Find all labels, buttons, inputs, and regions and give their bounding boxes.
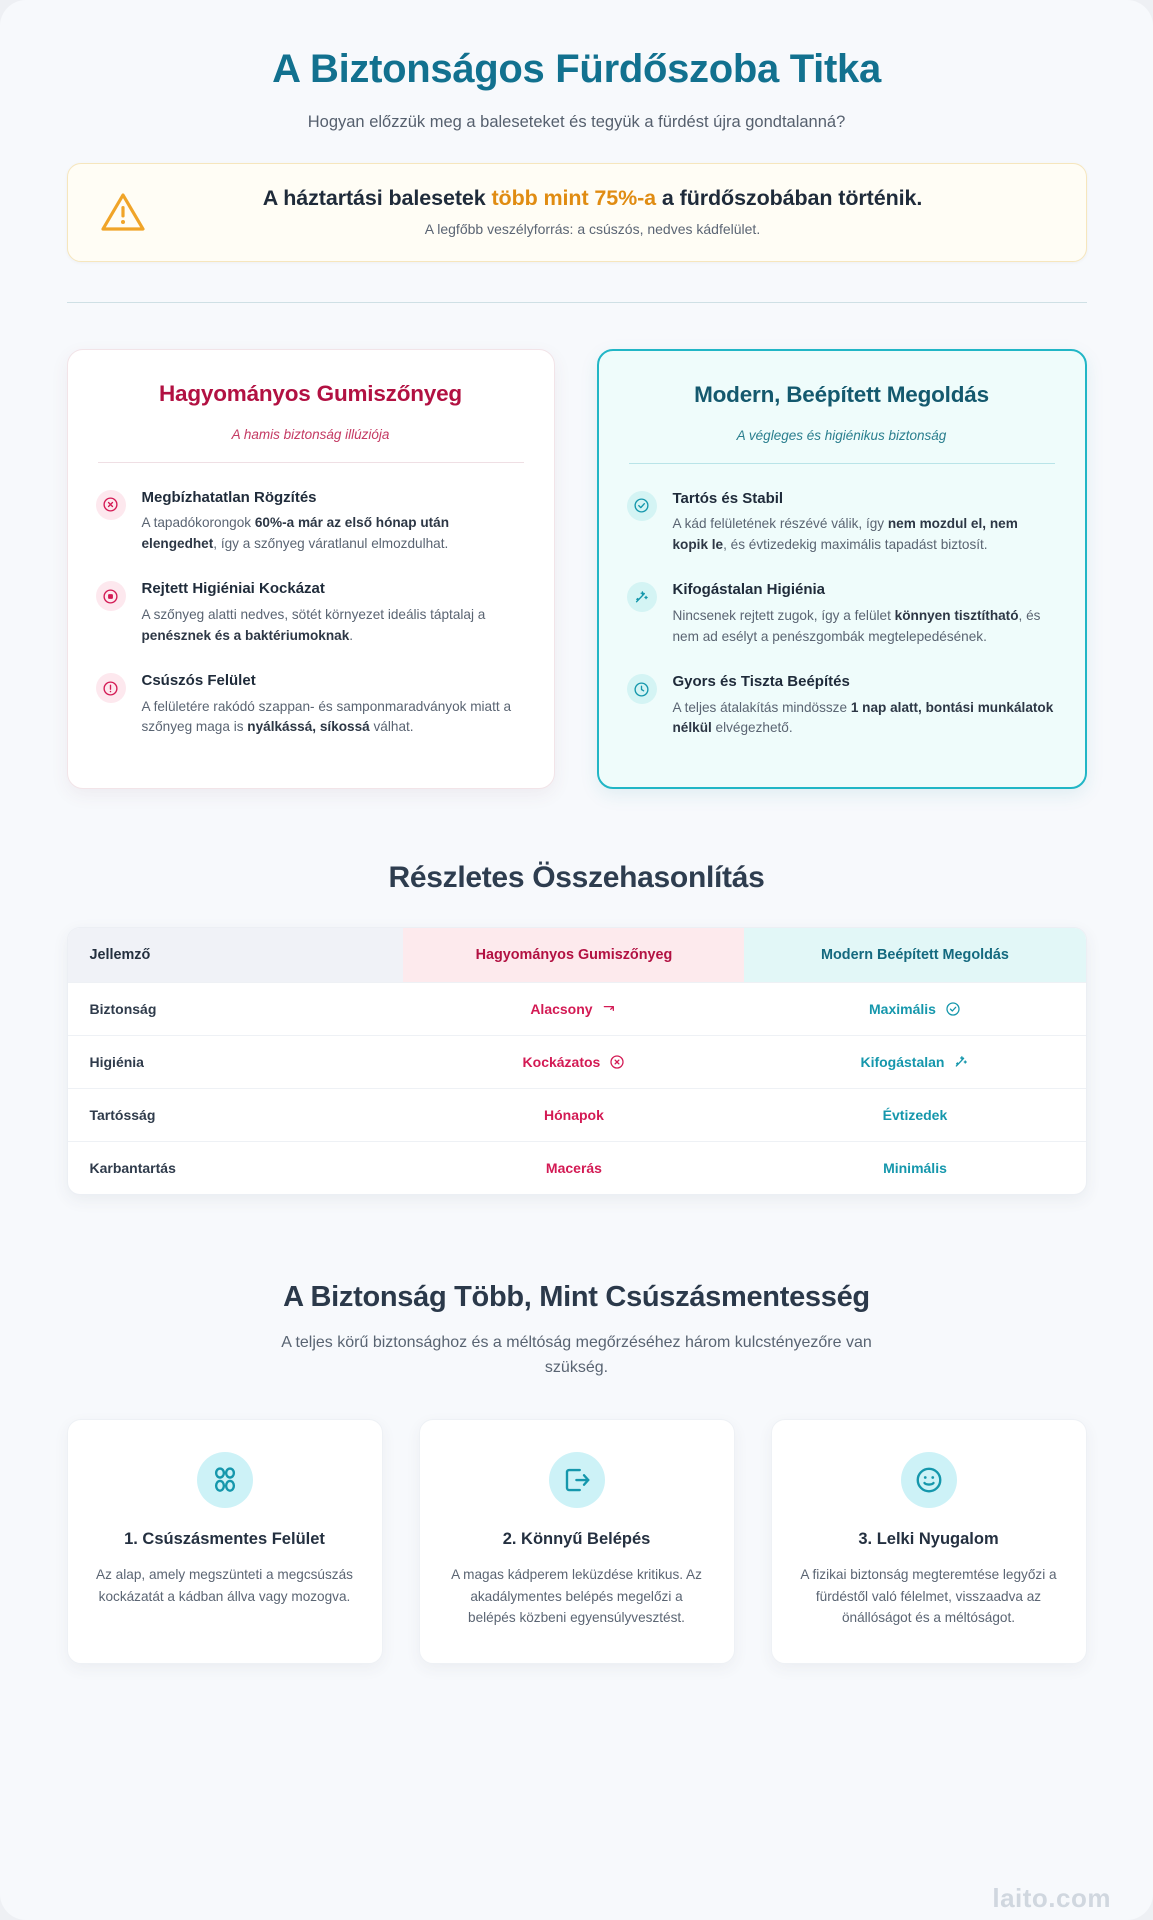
feature-emphasis: nem mozdul el, nem kopik le	[672, 516, 1018, 552]
feature-item	[627, 580, 1057, 647]
hero-section	[67, 0, 1087, 132]
card-title-modern: Modern, Beépített Megoldás	[694, 382, 989, 407]
alert-text-before: A háztartási balesetek	[262, 186, 492, 210]
feature-text: elvégezhető.	[711, 720, 793, 736]
sparkles-icon	[627, 582, 657, 612]
feature-body	[673, 489, 1057, 556]
feature-title: Tartós és Stabil	[672, 489, 784, 507]
card-tagline-traditional: A hamis biztonság illúziója	[231, 426, 390, 442]
table-cell-modern-label: Minimális	[883, 1160, 947, 1176]
table-header-row	[68, 928, 1086, 983]
smiley-icon	[901, 1452, 957, 1508]
table-header-traditional: Hagyományos Gumiszőnyeg	[403, 928, 744, 983]
alert-note: A legfőbb veszélyforrás: a csúszós, nedves kádfelület.	[424, 221, 761, 237]
check-circle-icon	[627, 491, 657, 521]
pillar-title: 1. Csúszásmentes Felület	[124, 1529, 325, 1548]
feature-title: Kifogástalan Higiénia	[672, 581, 826, 599]
table-cell-modern-label: Kifogástalan	[860, 1054, 945, 1070]
table-cell-traditional-label: Kockázatos	[522, 1054, 601, 1070]
feature-item	[96, 671, 526, 738]
table-cell-modern	[744, 1142, 1085, 1195]
feature-text: A tapadókorongok	[141, 515, 255, 531]
table-cell-feature: Biztonság	[68, 983, 404, 1036]
card-rule	[98, 462, 524, 463]
watermark: laito.com	[992, 1883, 1111, 1913]
feature-description	[142, 513, 526, 554]
feature-text: A szőnyeg alatti nedves, sötét környezet ideális táptalaj a	[141, 606, 486, 622]
table-cell-modern	[744, 1036, 1085, 1089]
footprints-icon	[210, 1465, 240, 1495]
warning-triangle-icon	[96, 191, 150, 233]
feature-text: , és évtizedekig maximális tapadást biztosít.	[723, 536, 988, 552]
clock-icon	[627, 674, 657, 704]
table-body	[68, 983, 1086, 1195]
feature-text: Nincsenek rejtett zugok, így a felület	[672, 607, 895, 623]
feature-emphasis: nyálkássá, síkossá	[247, 719, 370, 735]
card-rule	[629, 463, 1055, 464]
feature-item	[96, 579, 526, 646]
pillar-text: A fizikai biztonság megteremtése legyőzi a fürdéstől való félelmet, visszaadva az önállóságot és a méltóságot.	[800, 1566, 1057, 1626]
comparison-cards	[67, 349, 1087, 789]
feature-body	[673, 580, 1057, 647]
table-row	[68, 1142, 1086, 1195]
table-head	[68, 928, 1086, 983]
pillar-title: 3. Lelki Nyugalom	[858, 1529, 999, 1548]
table-row	[68, 1089, 1086, 1142]
sparkles-icon	[633, 589, 650, 606]
door-exit-icon	[549, 1452, 605, 1508]
comparison-table-title: Részletes Összehasonlítás	[388, 861, 765, 894]
x-circle-icon	[609, 1054, 625, 1070]
feature-description	[142, 605, 526, 646]
feature-title: Rejtett Higiéniai Kockázat	[141, 580, 325, 598]
comparison-card-modern	[597, 349, 1087, 789]
alert-circle-icon	[102, 680, 119, 697]
check-circle-icon	[945, 1001, 961, 1017]
pillar-title: 2. Könnyű Belépés	[502, 1529, 651, 1548]
pillar-card	[419, 1419, 735, 1665]
pillar-card	[67, 1419, 383, 1665]
table-cell-traditional	[403, 1142, 744, 1195]
feature-emphasis: könnyen tisztítható	[894, 607, 1019, 623]
statistic-alert-banner	[67, 163, 1087, 262]
table-cell-traditional	[403, 983, 744, 1036]
comparison-table-container	[67, 927, 1087, 1195]
alert-text-after: a fürdőszobában történik.	[656, 186, 923, 210]
footprints-icon	[197, 1452, 253, 1508]
table-cell-modern	[744, 983, 1085, 1036]
arrow-trend-down-icon	[602, 1001, 618, 1017]
table-header-feature: Jellemző	[68, 928, 404, 983]
feature-description	[673, 514, 1057, 555]
door-exit-icon	[562, 1465, 592, 1495]
table-header-modern: Modern Beépített Megoldás	[744, 928, 1085, 983]
feature-title: Gyors és Tiszta Beépítés	[672, 673, 850, 691]
x-circle-icon	[102, 496, 119, 513]
table-cell-modern	[744, 1089, 1085, 1142]
alert-highlight: több mint 75%-a	[491, 186, 657, 210]
feature-text: , így a szőnyeg váratlanul elmozdulhat.	[213, 535, 449, 551]
x-circle-icon	[96, 490, 126, 520]
pillars-title: A Biztonság Több, Mint Csúszásmentesség	[283, 1281, 870, 1313]
smiley-icon	[914, 1465, 944, 1495]
table-cell-traditional-label: Macerás	[545, 1160, 602, 1176]
card-title-traditional: Hagyományos Gumiszőnyeg	[159, 381, 462, 406]
feature-text: , és nem ad esélyt a penészgombák megtelepedésének.	[672, 607, 1041, 644]
feature-title: Csúszós Felület	[141, 672, 256, 690]
clock-icon	[633, 681, 650, 698]
bacteria-circle-icon	[102, 588, 119, 605]
feature-emphasis: 60%-a már az első hónap után elengedhet	[141, 515, 450, 551]
pillars-section	[67, 1281, 1087, 1381]
pillar-card	[771, 1419, 1087, 1665]
alert-circle-icon	[96, 673, 126, 703]
comparison-table	[68, 928, 1086, 1194]
feature-description	[673, 698, 1057, 739]
bacteria-circle-icon	[96, 581, 126, 611]
feature-description	[673, 606, 1057, 647]
table-cell-modern-label: Évtizedek	[882, 1107, 948, 1123]
pillar-cards	[67, 1419, 1087, 1665]
pillars-lead: A teljes körű biztonsághoz és a méltóság megőrzéséhez három kulcstényezőre van szükség.	[281, 1334, 872, 1376]
section-divider	[67, 302, 1087, 303]
table-cell-feature: Karbantartás	[68, 1142, 404, 1195]
pillar-text: Az alap, amely megszünteti a megcsúszás kockázatát a kádban állva vagy mozogva.	[96, 1566, 353, 1604]
table-cell-modern-label: Maximális	[869, 1001, 936, 1017]
comparison-card-traditional	[67, 349, 555, 789]
feature-body	[142, 671, 526, 738]
feature-text: A kád felületének részévé válik, így	[672, 516, 888, 532]
feature-body	[142, 579, 526, 646]
feature-title: Megbízhatatlan Rögzítés	[141, 488, 317, 506]
page-title: A Biztonságos Fürdőszoba Titka	[272, 47, 881, 91]
sparkles-icon	[953, 1054, 969, 1070]
feature-description	[142, 697, 526, 738]
feature-text: A felületére rakódó szappan- és samponmaradványok miatt a szőnyeg maga is	[141, 698, 512, 735]
table-cell-traditional-label: Alacsony	[530, 1001, 593, 1017]
pillar-text: A magas kádperem leküzdése kritikus. Az akadálymentes belépés megelőzi a belépés közbeni egyensúlyvesztést.	[451, 1566, 702, 1626]
card-tagline-modern: A végleges és higiénikus biztonság	[736, 427, 947, 443]
feature-text: válhat.	[369, 719, 414, 735]
table-cell-traditional	[403, 1089, 744, 1142]
feature-item	[627, 489, 1057, 556]
table-cell-traditional-label: Hónapok	[544, 1107, 604, 1123]
feature-body	[142, 488, 526, 555]
table-row	[68, 983, 1086, 1036]
feature-emphasis: 1 nap alatt, bontási munkálatok nélkül	[672, 699, 1054, 736]
feature-text: .	[349, 627, 354, 643]
check-circle-icon	[633, 497, 650, 514]
table-row	[68, 1036, 1086, 1089]
table-cell-feature: Higiénia	[68, 1036, 404, 1089]
feature-item	[627, 672, 1057, 739]
feature-text: A teljes átalakítás mindössze	[672, 699, 851, 715]
page-subtitle: Hogyan előzzük meg a baleseteket és tegyük a fürdést újra gondtalanná?	[307, 113, 846, 131]
feature-emphasis: penésznek és a baktériumoknak	[141, 627, 350, 643]
alert-headline	[176, 186, 1010, 211]
feature-body	[673, 672, 1057, 739]
table-cell-feature: Tartósság	[68, 1089, 404, 1142]
table-cell-traditional	[403, 1036, 744, 1089]
feature-item	[96, 488, 526, 555]
